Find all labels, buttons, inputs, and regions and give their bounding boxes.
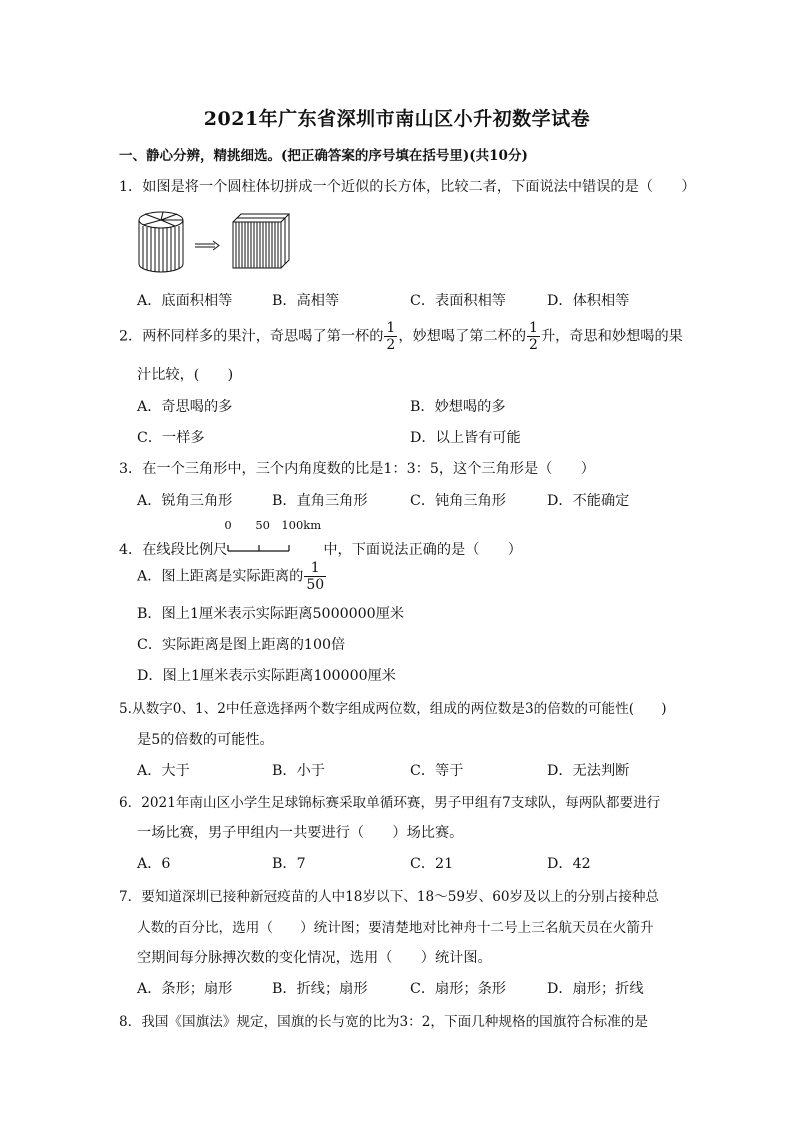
q5-option-c: C．等于 [410, 763, 464, 779]
q5-option-a: A．大于 [137, 763, 190, 779]
question-5-line-2: 是5的倍数的可能性。 [137, 732, 274, 748]
q3-option-d: D．不能确定 [547, 493, 630, 509]
q7-option-d: D．扇形；折线 [547, 981, 644, 997]
question-2-stem [119, 320, 683, 353]
q2-text-3: 升，奇思和妙想喝的果 [540, 328, 683, 345]
q7-option-a: A．条形；扇形 [137, 981, 233, 997]
q2-text-2: ，妙想喝了第二杯的 [398, 328, 527, 345]
q4-option-a [137, 560, 327, 593]
fraction-denominator: 2 [529, 337, 538, 354]
q3-option-c: C．钝角三角形 [410, 493, 506, 509]
q4-text-1: 4．在线段比例尺 [119, 542, 228, 558]
question-2-line-2: 汁比较，( ) [137, 367, 234, 383]
scale-label-50: 50 [255, 518, 270, 532]
question-6-line-2: 一场比赛，男子甲组内一共要进行（ ）场比赛。 [137, 825, 464, 841]
question-7-line-1: 7．要知道深圳已接种新冠疫苗的人中18岁以下、18～59岁、60岁及以上的分别占接种总 [119, 889, 660, 905]
section-heading: 一、静心分辨，精挑细选。(把正确答案的序号填在括号里)(共10分) [119, 148, 528, 164]
q5-option-b: B．小于 [272, 763, 325, 779]
q6-option-d: D．42 [547, 856, 591, 872]
question-3-stem: 3．在一个三角形中，三个内角度数的比是1：3：5，这个三角形是（ ） [119, 461, 595, 477]
q2-option-a: A．奇思喝的多 [137, 399, 233, 415]
q1-option-d: D．体积相等 [547, 293, 630, 309]
question-5-line-1: 5.从数字0、1、2中任意选择两个数字组成两位数，组成的两位数是3的倍数的可能性( ) [119, 701, 667, 717]
page-title: 2021年广东省深圳市南山区小升初数学试卷 [203, 108, 591, 130]
question-1-stem: 1．如图是将一个圆柱体切拼成一个近似的长方体，比较二者，下面说法中错误的是（ ） [119, 179, 696, 195]
q6-option-b: B．7 [272, 856, 306, 872]
fraction-numerator: 1 [304, 560, 326, 577]
scale-bar [227, 542, 323, 554]
q4-option-c: C．实际距离是图上距离的100倍 [137, 637, 346, 653]
scale-label-100: 100km [281, 518, 322, 532]
question-6-line-1: 6．2021年南山区小学生足球锦标赛采取单循环赛，男子甲组有7支球队，每两队都要进行 [119, 795, 661, 811]
q4-fraction [304, 560, 326, 593]
q4-option-d: D．图上1厘米表示实际距离100000厘米 [137, 668, 396, 684]
cuboid-shape [233, 214, 289, 268]
question-8-line-1: 8．我国《国旗法》规定，国旗的长与宽的比为3：2，下面几种规格的国旗符合标准的是 [119, 1014, 648, 1030]
q4-option-a-text: A．图上距离是实际距离的 [137, 568, 304, 585]
q1-option-c: C．表面积相等 [410, 293, 506, 309]
q7-option-b: B．折线；扇形 [272, 981, 368, 997]
q4-text-2: 中，下面说法正确的是（ ） [323, 542, 522, 558]
q1-option-b: B．高相等 [272, 293, 340, 309]
q6-option-a: A．6 [137, 856, 171, 872]
cylinder-to-cuboid-figure [137, 210, 293, 274]
q7-option-c: C．扇形；条形 [410, 981, 506, 997]
q2-text-1: 2．两杯同样多的果汁，奇思喝了第一杯的 [119, 328, 384, 345]
q2-fraction-2 [527, 320, 540, 353]
q5-option-d: D．无法判断 [547, 763, 630, 779]
q2-option-b: B．妙想喝的多 [410, 399, 506, 415]
question-4-stem [119, 518, 522, 559]
q4-option-b: B．图上1厘米表示实际距离5000000厘米 [137, 606, 405, 622]
scale-label-0: 0 [224, 518, 232, 532]
line-scale-figure [224, 518, 323, 558]
question-7-line-2: 人数的百分比，选用（ ）统计图；要清楚地对比神舟十二号上三名航天员在火箭升 [137, 920, 654, 936]
question-7-line-3: 空期间每分脉搏次数的变化情况，选用（ ）统计图。 [137, 950, 492, 966]
q3-option-b: B．直角三角形 [272, 493, 368, 509]
q6-option-c: C．21 [410, 856, 454, 872]
fraction-numerator: 1 [386, 320, 396, 336]
fraction-denominator: 2 [386, 337, 396, 354]
fraction-numerator: 1 [529, 320, 538, 336]
q2-option-d: D．以上皆有可能 [410, 430, 521, 446]
q2-fraction-1 [384, 320, 397, 353]
arrow-icon [195, 241, 219, 250]
q2-option-c: C．一样多 [137, 430, 205, 446]
fraction-denominator: 50 [306, 577, 325, 594]
q1-option-a: A．底面积相等 [137, 293, 233, 309]
cylinder-shape [139, 212, 183, 272]
q3-option-a: A．锐角三角形 [137, 493, 233, 509]
